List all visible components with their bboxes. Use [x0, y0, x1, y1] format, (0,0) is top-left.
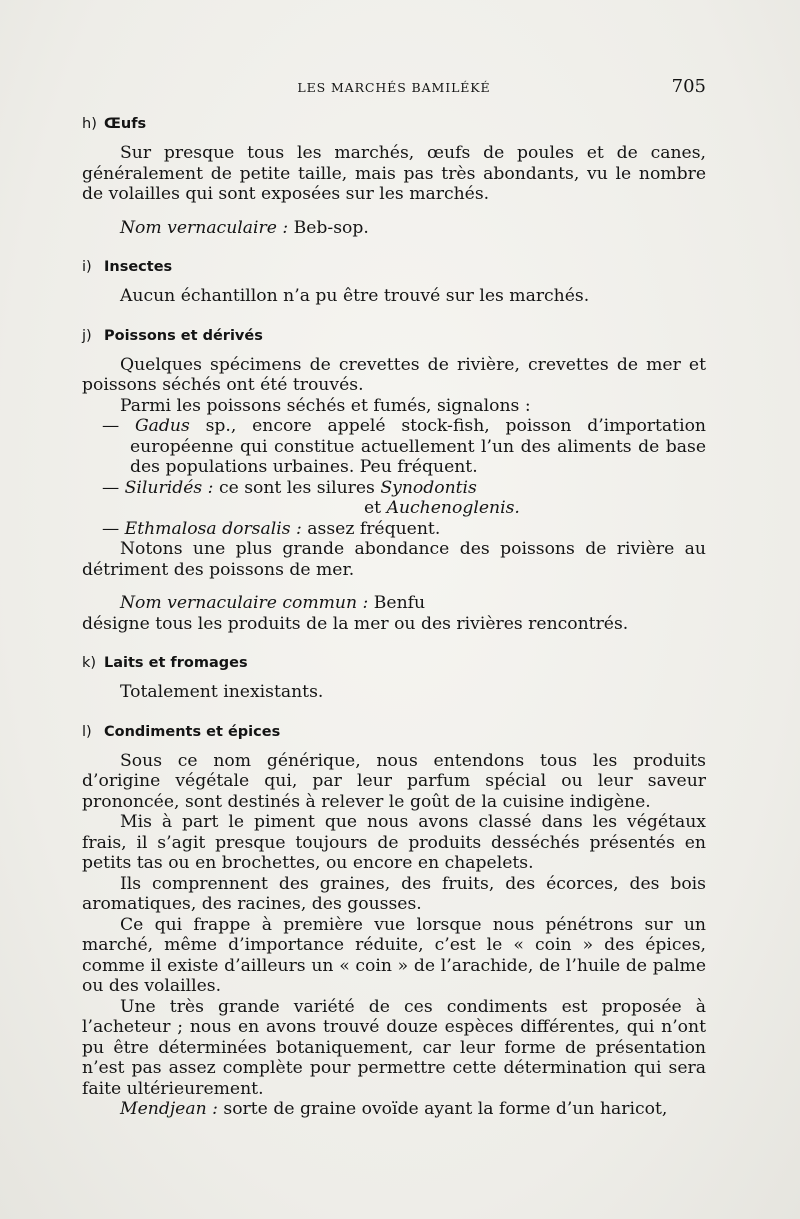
section-heading-i: i) Insectes: [82, 259, 173, 275]
paragraph: Ils comprennent des graines, des fruits, des écorces, des bois aromatiques, des racines, des gousses.: [82, 873, 706, 914]
paragraph: Sous ce nom générique, nous entendons tous les produits d’origine végétale qui, par leur parfum spécial ou leur saveur prononcée, sont destinés à relever le goût de la cuisine indigène.: [82, 750, 706, 812]
page-number: 705: [671, 76, 706, 97]
paragraph: Mendjean : sorte de graine ovoïde ayant la forme d’un haricot,: [120, 1099, 668, 1119]
section-heading-h: h) Œufs: [82, 116, 147, 132]
paragraph: Aucun échantillon n’a pu être trouvé sur les marchés.: [120, 286, 590, 306]
list-item-continuation: et Auchenoglenis.: [364, 498, 520, 518]
list-item: — Ethmalosa dorsalis : assez fréquent.: [102, 518, 441, 539]
section-heading-l: l) Condiments et épices: [82, 723, 281, 740]
list-item: — Gadus sp., encore appelé stock-fish, poisson d’importation européenne qui constitue actuellement l’un des aliments de base des populations urbaines. Peu fréquent.: [102, 416, 706, 477]
paragraph: Mis à part le piment que nous avons classé dans les végétaux frais, il s’agit presque toujours de produits desséchés présentés en petits tas ou en brochettes, ou encore en chapelets.: [82, 812, 706, 873]
running-title: LES MARCHÉS BAMILÉKÉ: [297, 80, 491, 95]
list-item: — Siluridés : ce sont les silures Synodontis: [102, 477, 477, 498]
paragraph: Une très grande variété de ces condiments est proposée à l’acheteur ; nous en avons trouvé douze espèces différentes, qui n’ont pu être déterminées botaniquement, car leur forme de présentation n’est pas assez complète pour permettre cette détermination qui sera faite ultérieurement.: [82, 996, 706, 1099]
paragraph: Ce qui frappe à première vue lorsque nous pénétrons sur un marché, même d’importance réduite, c’est le « coin » des épices, comme il existe d’ailleurs un « coin » de l’arachide, de l’huile de palme ou des volailles.: [82, 914, 706, 996]
vernacular-name: Nom vernaculaire commun : Benfu: [120, 593, 426, 613]
paragraph: Parmi les poissons séchés et fumés, signalons :: [120, 395, 531, 416]
section-heading-j: j) Poissons et dérivés: [82, 327, 263, 344]
paragraph: Quelques spécimens de crevettes de rivière, crevettes de mer et poissons séchés ont été trouvés.: [82, 354, 706, 395]
paragraph: Sur presque tous les marchés, œufs de poules et de canes, généralement de petite taille, mais pas très abondants, vu le nombre de volailles qui sont exposées sur les marchés.: [82, 143, 706, 204]
body-text: [82, 114, 706, 1120]
paragraph: Notons une plus grande abondance des poissons de rivière au détriment des poissons de mer.: [82, 539, 706, 580]
vernacular-name: Nom vernaculaire : Beb-sop.: [120, 217, 369, 238]
paragraph: Totalement inexistants.: [120, 682, 324, 702]
section-heading-k: k) Laits et fromages: [82, 655, 248, 671]
paragraph: désigne tous les produits de la mer ou des rivières rencontrés.: [82, 613, 629, 634]
running-header: [82, 76, 706, 98]
